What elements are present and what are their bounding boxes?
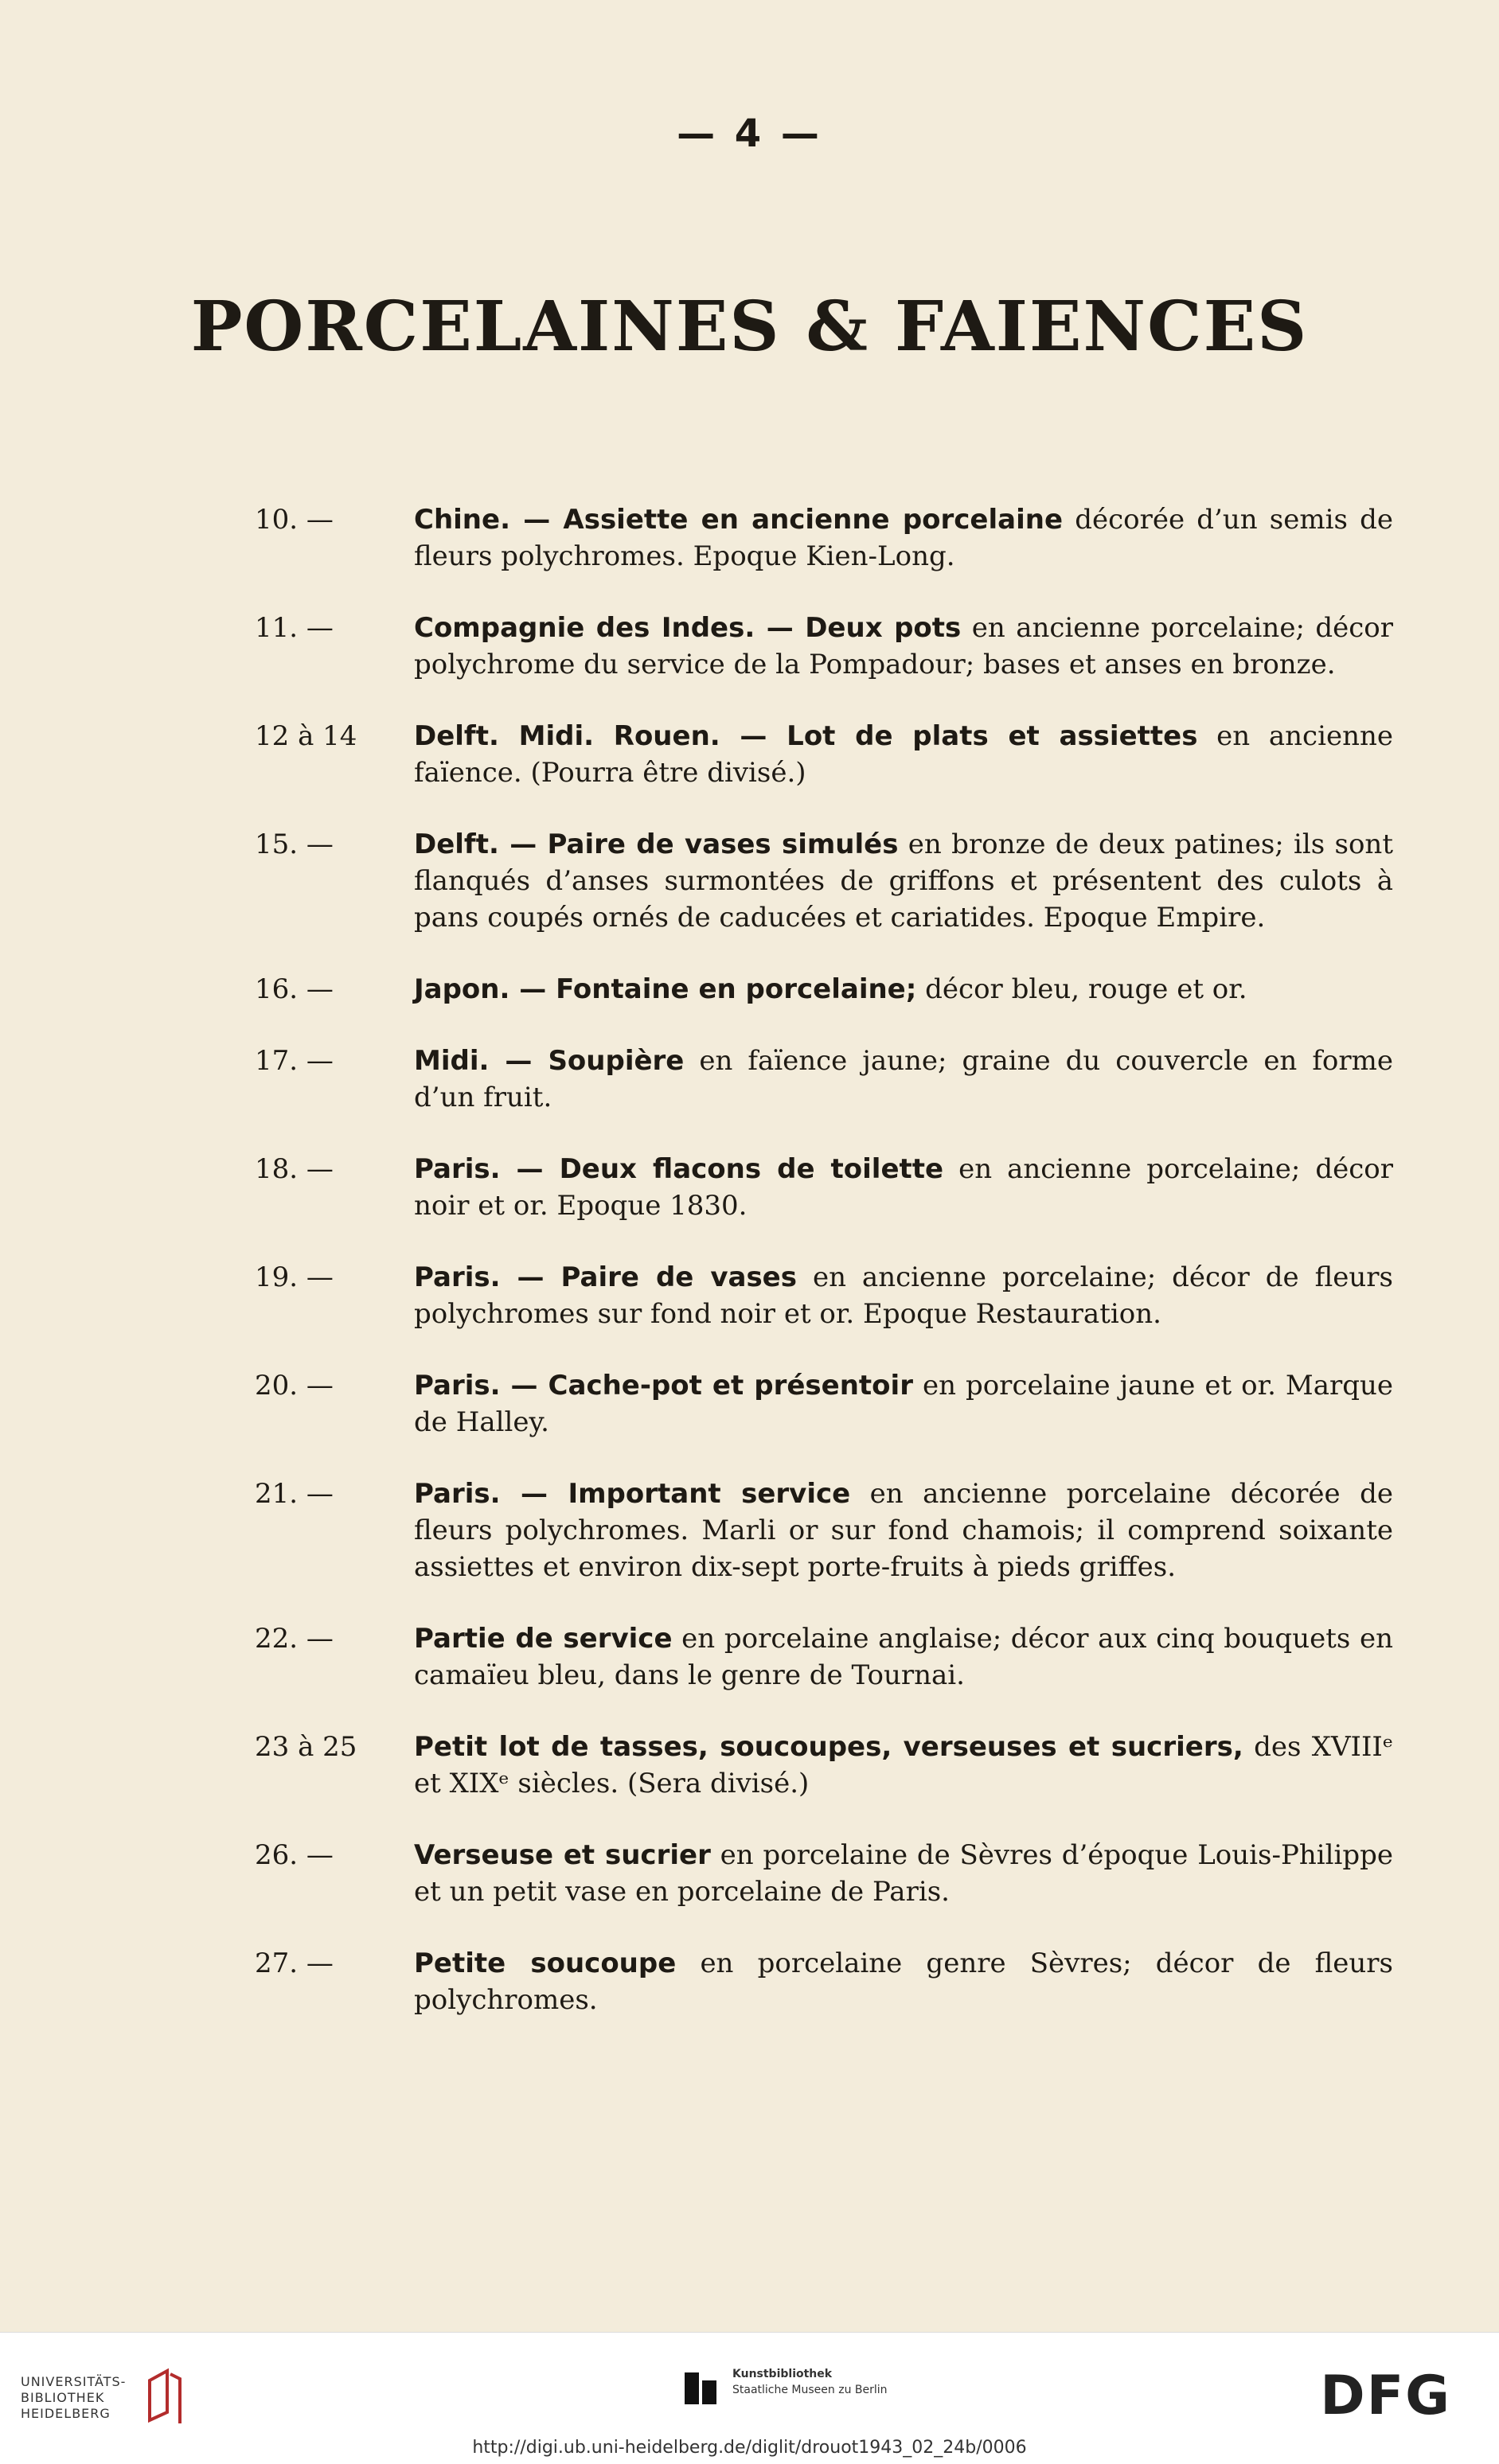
lot-text: en bronze de deux patines; ils sont flanqués d’anses surmontées de griffons et présentent des culots à pans coupés ornés de caducées et cariatides. Epoque Empire. bbox=[414, 828, 1393, 934]
lot-number: 22. — bbox=[255, 1623, 334, 1655]
lot-number: 16. — bbox=[255, 973, 334, 1005]
lot-heading: Petit lot de tasses, soucoupes, verseuses et sucriers, bbox=[414, 1731, 1243, 1763]
lot-heading: Verseuse et sucrier bbox=[414, 1839, 711, 1871]
lot-heading: Partie de service bbox=[414, 1623, 673, 1655]
lot-description bbox=[414, 1367, 1393, 1441]
lot-heading: Midi. — Soupière bbox=[414, 1045, 685, 1077]
lot-heading: Paris. — Important service bbox=[414, 1478, 851, 1510]
lot-heading: Paris. — Cache-pot et présentoir bbox=[414, 1370, 913, 1402]
lot-list bbox=[255, 501, 1393, 2053]
lot-number: 19. — bbox=[255, 1261, 334, 1293]
lot-description bbox=[414, 1151, 1393, 1224]
lot-description bbox=[414, 1259, 1393, 1332]
lot-item bbox=[255, 610, 1393, 683]
lot-number: 18. — bbox=[255, 1153, 334, 1185]
lot-number: 10. — bbox=[255, 504, 334, 536]
lot-description bbox=[414, 610, 1393, 683]
dfg-logo: DFG bbox=[1320, 2365, 1451, 2427]
lot-text: en ancienne porcelaine; décor polychrome du service de la Pompadour; bases et anses en bronze. bbox=[414, 612, 1394, 680]
uni-line-2: BIBLIOTHEK bbox=[21, 2390, 105, 2405]
lot-number: 21. — bbox=[255, 1478, 334, 1510]
lot-number: 27. — bbox=[255, 1947, 334, 1979]
lot-description bbox=[414, 1837, 1393, 1910]
lot-item bbox=[255, 1476, 1393, 1585]
lot-item bbox=[255, 1837, 1393, 1910]
uni-line-3: HEIDELBERG bbox=[21, 2406, 111, 2421]
lot-text: des XVIIIᵉ et XIXᵉ siècles. (Sera divisé.) bbox=[414, 1731, 1393, 1799]
lot-heading: Compagnie des Indes. — Deux pots bbox=[414, 612, 962, 644]
lot-description bbox=[414, 501, 1393, 575]
lot-item bbox=[255, 1945, 1393, 2018]
source-url[interactable]: http://digi.ub.uni-heidelberg.de/diglit/drouot1943_02_24b/0006 bbox=[472, 2438, 1027, 2458]
lot-description bbox=[414, 826, 1393, 936]
university-logo-icon bbox=[143, 2365, 185, 2428]
lot-heading: Paris. — Paire de vases bbox=[414, 1261, 797, 1293]
lot-description bbox=[414, 1620, 1393, 1694]
lot-text: en ancienne porcelaine; décor de fleurs polychromes sur fond noir et or. Epoque Restauration. bbox=[414, 1261, 1394, 1330]
lot-item bbox=[255, 1259, 1393, 1332]
lot-heading: Petite soucoupe bbox=[414, 1947, 677, 1979]
lot-text: en faïence jaune; graine du couvercle en forme d’un fruit. bbox=[414, 1045, 1393, 1113]
lot-text: en porcelaine de Sèvres d’époque Louis-Philippe et un petit vase en porcelaine de Paris. bbox=[414, 1839, 1393, 1908]
lot-number: 20. — bbox=[255, 1370, 334, 1402]
university-library-label bbox=[21, 2374, 126, 2422]
lot-heading: Delft. — Paire de vases simulés bbox=[414, 828, 899, 860]
lot-heading: Delft. Midi. Rouen. — Lot de plats et assiettes bbox=[414, 720, 1198, 752]
lot-heading: Japon. — Fontaine en porcelaine; bbox=[414, 973, 917, 1005]
digitization-footer bbox=[0, 2332, 1499, 2464]
lot-number: 23 à 25 bbox=[255, 1731, 357, 1763]
lot-number: 26. — bbox=[255, 1839, 334, 1871]
lot-item bbox=[255, 1620, 1393, 1694]
lot-number: 12 à 14 bbox=[255, 720, 357, 752]
lot-item bbox=[255, 718, 1393, 791]
lot-item bbox=[255, 1367, 1393, 1441]
lot-description bbox=[414, 1476, 1393, 1585]
lot-description bbox=[414, 971, 1393, 1008]
lot-text: décor bleu, rouge et or. bbox=[916, 973, 1247, 1005]
lot-text: en porcelaine genre Sèvres; décor de fleurs polychromes. bbox=[414, 1947, 1393, 2016]
kunstbibliothek-sub: Staatliche Museen zu Berlin bbox=[732, 2384, 888, 2396]
kunstbibliothek-label bbox=[732, 2366, 888, 2398]
lot-text: en porcelaine jaune et or. Marque de Halley. bbox=[414, 1370, 1393, 1438]
lot-number: 17. — bbox=[255, 1045, 334, 1077]
uni-line-1: UNIVERSITÄTS- bbox=[21, 2374, 127, 2389]
lot-item bbox=[255, 1043, 1393, 1116]
lot-heading: Paris. — Deux flacons de toilette bbox=[414, 1153, 944, 1185]
page-title: PORCELAINES & FAIENCES bbox=[190, 287, 1309, 367]
lot-text: décorée d’un semis de fleurs polychromes. Epoque Kien-Long. bbox=[414, 504, 1393, 572]
lot-text: en ancienne porcelaine; décor noir et or. Epoque 1830. bbox=[414, 1153, 1393, 1222]
lot-number: 15. — bbox=[255, 828, 334, 860]
lot-description bbox=[414, 1945, 1393, 2018]
page-number: — 4 — bbox=[677, 111, 822, 156]
lot-description bbox=[414, 1043, 1393, 1116]
kunstbibliothek-name: Kunstbibliothek bbox=[732, 2368, 833, 2380]
lot-text: en porcelaine anglaise; décor aux cinq bouquets en camaïeu bleu, dans le genre de Tournai. bbox=[414, 1623, 1393, 1691]
lot-number: 11. — bbox=[255, 612, 334, 644]
lot-item bbox=[255, 826, 1393, 936]
lot-item bbox=[255, 1151, 1393, 1224]
lot-text: en ancienne porcelaine décorée de fleurs polychromes. Marli or sur fond chamois; il comprend soixante assiettes et environ dix-sept porte-fruits à pieds griffes. bbox=[414, 1478, 1393, 1583]
lot-description bbox=[414, 718, 1393, 791]
lot-text: en ancienne faïence. (Pourra être divisé.) bbox=[414, 720, 1393, 789]
lot-item bbox=[255, 501, 1393, 575]
lot-item bbox=[255, 1729, 1393, 1802]
kunstbibliothek-logo-icon bbox=[685, 2365, 720, 2412]
lot-heading: Chine. — Assiette en ancienne porcelaine bbox=[414, 504, 1064, 536]
lot-description bbox=[414, 1729, 1393, 1802]
lot-item bbox=[255, 971, 1393, 1008]
